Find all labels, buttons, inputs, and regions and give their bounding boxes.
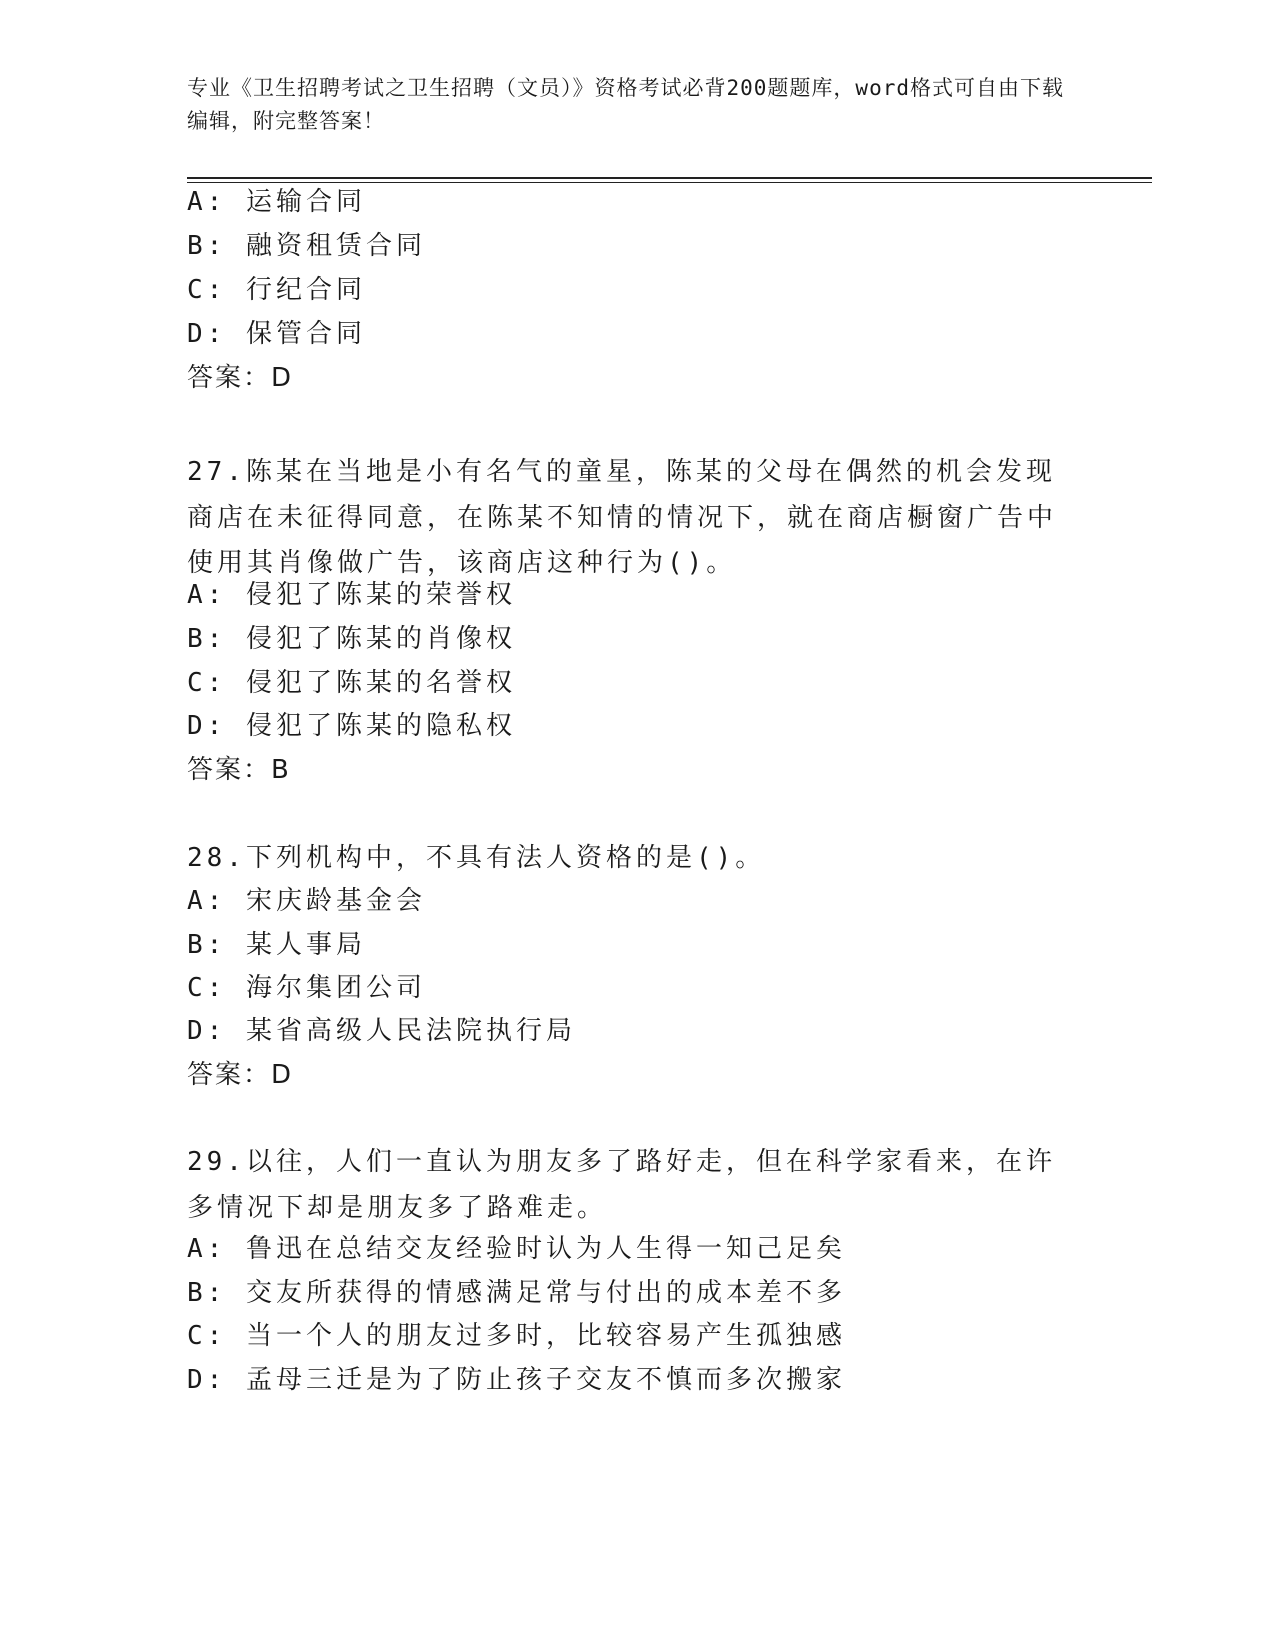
- question-29-option-c: C: 当一个人的朋友过多时，比较容易产生孤独感: [187, 1321, 846, 1351]
- question-29-stem: 29.以往，人们一直认为朋友多了路好走，但在科学家看来，在许多情况下却是朋友多了路难走。: [187, 1147, 1056, 1223]
- option-d: D: 保管合同: [187, 319, 366, 349]
- question-28-stem: 28.下列机构中，不具有法人资格的是()。: [187, 843, 766, 873]
- option-a: A: 运输合同: [187, 187, 366, 217]
- question-28-option-a: A: 宋庆龄基金会: [187, 886, 426, 916]
- question-27-stem: 27.陈某在当地是小有名气的童星，陈某的父母在偶然的机会发现商店在未征得同意，在陈某不知情的情况下，就在商店橱窗广告中使用其肖像做广告，该商店这种行为()。: [187, 457, 1058, 578]
- option-c: C: 行纪合同: [187, 275, 366, 305]
- question-28-option-b: B: 某人事局: [187, 930, 366, 960]
- question-29-option-d: D: 孟母三迁是为了防止孩子交友不慎而多次搬家: [187, 1365, 846, 1395]
- question-28-option-d: D: 某省高级人民法院执行局: [187, 1016, 576, 1046]
- question-27-option-c: C: 侵犯了陈某的名誉权: [187, 668, 516, 698]
- question-29-option-b: B: 交友所获得的情感满足常与付出的成本差不多: [187, 1278, 846, 1308]
- question-27-option-b: B: 侵犯了陈某的肖像权: [187, 624, 516, 654]
- header-divider-thin: [187, 182, 1152, 183]
- question-28-option-c: C: 海尔集团公司: [187, 973, 426, 1003]
- option-b: B: 融资租赁合同: [187, 231, 426, 261]
- question-28-answer: 答案：D: [187, 1060, 294, 1090]
- question-29-option-a: A: 鲁迅在总结交友经验时认为人生得一知己足矣: [187, 1234, 846, 1264]
- question-27-option-d: D: 侵犯了陈某的隐私权: [187, 711, 516, 741]
- answer: 答案：D: [187, 363, 294, 393]
- question-27-option-a: A: 侵犯了陈某的荣誉权: [187, 580, 516, 610]
- document-header: 专业《卫生招聘考试之卫生招聘（文员）》资格考试必背200题题库，word格式可自由下载编辑，附完整答案！: [187, 76, 1064, 133]
- header-divider-thick: [187, 177, 1152, 179]
- question-27-answer: 答案：B: [187, 755, 291, 785]
